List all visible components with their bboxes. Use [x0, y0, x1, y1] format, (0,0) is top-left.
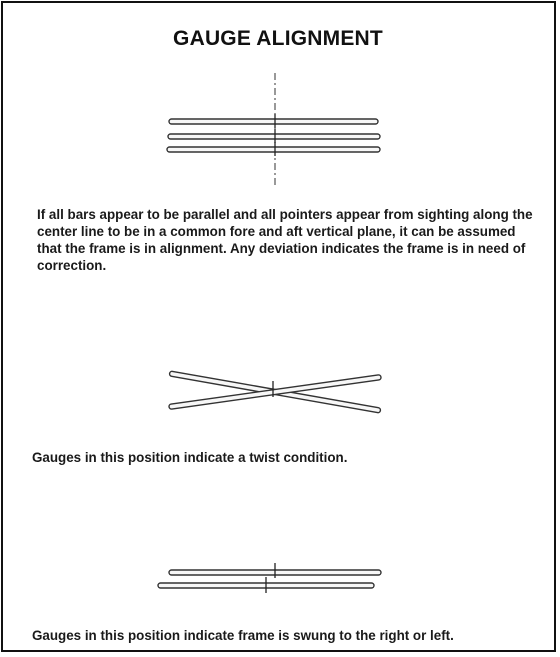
twist-caption: Gauges in this position indicate a twist condition. — [32, 450, 348, 465]
page-border — [1, 1, 556, 652]
alignment-explanation-text: If all bars appear to be parallel and all pointers appear from sighting along the center line to be in a common fore and aft vertical plane, it can be assumed that the frame is in alignment. Any deviation indicates the frame is in need of correction. — [37, 207, 533, 273]
swung-caption: Gauges in this position indicate frame is swung to the right or left. — [32, 628, 454, 643]
page-title: GAUGE ALIGNMENT — [173, 27, 383, 50]
